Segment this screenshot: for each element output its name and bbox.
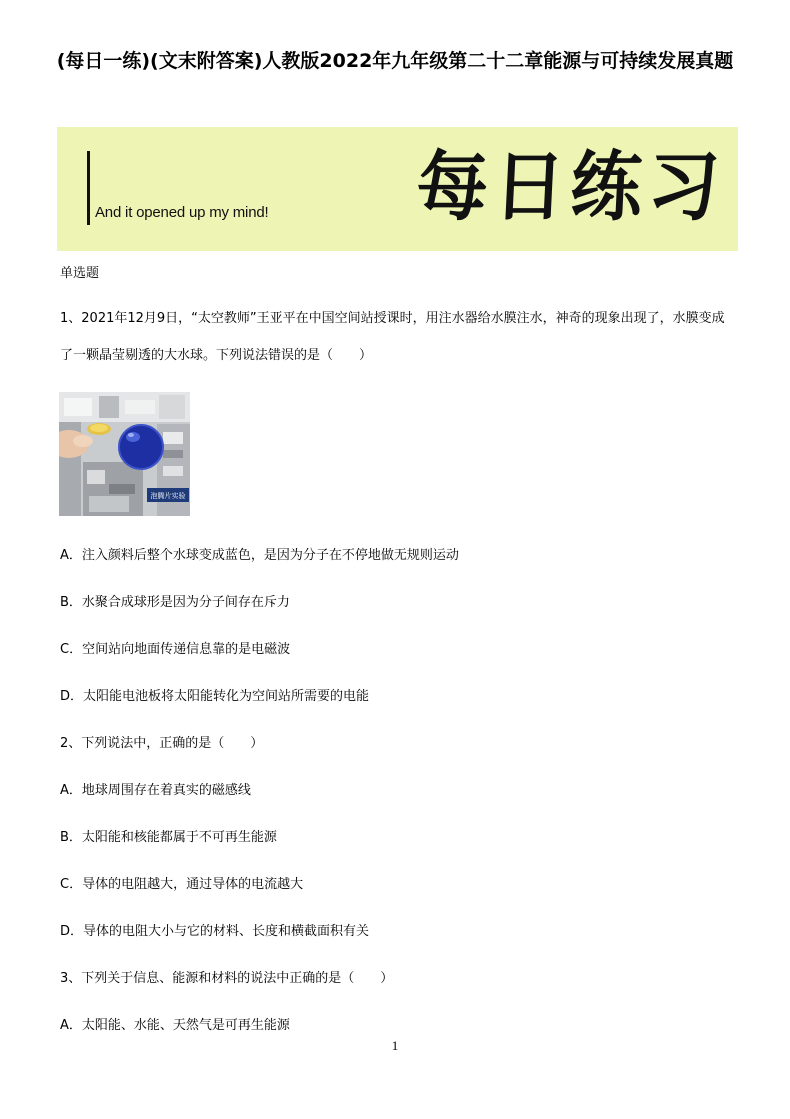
question-2-option-c: C．导体的电阻越大，通过导体的电流越大 — [60, 877, 304, 892]
question-1-option-b: B．水聚合成球形是因为分子间存在斥力 — [60, 595, 290, 610]
question-2-stem: 2、下列说法中，正确的是（ ） — [60, 736, 264, 751]
daily-practice-banner — [57, 127, 738, 251]
photo-caption: 泡腾片实验 — [150, 492, 186, 500]
question-2-option-b: B．太阳能和核能都属于不可再生能源 — [60, 830, 277, 845]
banner-tagline: And it opened up my mind! — [95, 204, 269, 221]
page-number: 1 — [391, 1038, 399, 1053]
banner-brush-title: 每日练习 — [414, 142, 728, 231]
question-2-option-a: A．地球周围存在着真实的磁感线 — [60, 783, 251, 798]
section-label: 单选题 — [60, 266, 100, 281]
space-station-water-ball-photo — [59, 392, 190, 516]
question-1-option-c: C．空间站向地面传递信息靠的是电磁波 — [60, 642, 291, 657]
page-title: (每日一练)(文末附答案)人教版2022年九年级第二十二章能源与可持续发展真题 — [56, 50, 734, 72]
question-2-option-d: D．导体的电阻大小与它的材料、长度和横截面积有关 — [60, 924, 370, 939]
question-3-option-a: A．太阳能、水能、天然气是可再生能源 — [60, 1018, 290, 1033]
question-1-stem: 1、2021年12月9日，“太空教师”王亚平在中国空间站授课时，用注水器给水膜注水，神奇的现象出现了，水膜变成了一颗晶莹剔透的大水球。下列说法错误的是（ ） — [60, 311, 725, 363]
question-1-option-d: D．太阳能电池板将太阳能转化为空间站所需要的电能 — [60, 689, 370, 704]
photo-illustration — [59, 392, 190, 516]
question-3-stem: 3、下列关于信息、能源和材料的说法中正确的是（ ） — [60, 971, 394, 986]
question-1-option-a: A．注入颜料后整个水球变成蓝色，是因为分子在不停地做无规则运动 — [60, 548, 459, 563]
banner-accent-bar — [87, 151, 90, 225]
